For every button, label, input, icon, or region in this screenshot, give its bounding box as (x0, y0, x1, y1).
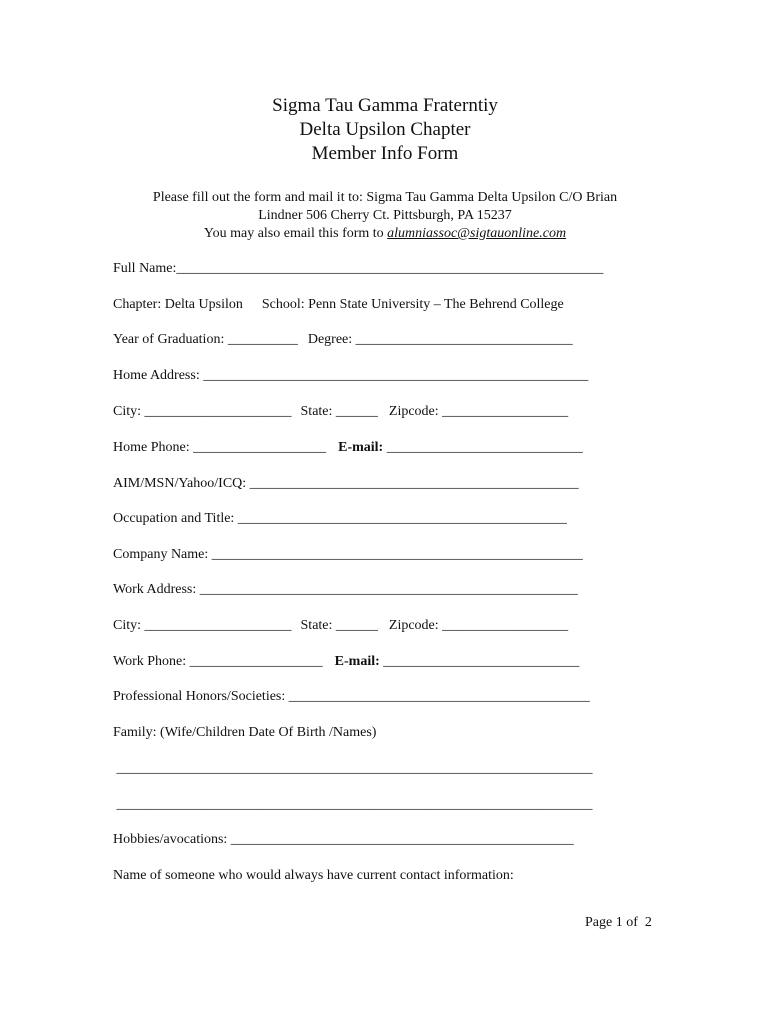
family-line-1[interactable]: ____________________________________________________________________ (113, 761, 593, 776)
professional-honors-field[interactable]: Professional Honors/Societies: ___________________________________________ (113, 689, 590, 704)
home-city-field[interactable]: City: _____________________ (113, 404, 292, 419)
title-fraternity: Sigma Tau Gamma Fraterntiy (272, 95, 498, 116)
graduation-degree-row (113, 331, 573, 349)
work-zipcode-field[interactable]: Zipcode: __________________ (388, 618, 569, 633)
page-number: Page 1 of 2 (585, 915, 652, 930)
occupation-field[interactable]: Occupation and Title: _______________________________________________ (113, 511, 567, 526)
work-state-field[interactable]: State: ______ (300, 618, 378, 633)
home-state-field[interactable]: State: ______ (300, 404, 378, 419)
degree-field[interactable]: Degree: _______________________________ (307, 332, 573, 347)
instructions-line-3 (120, 225, 650, 243)
home-zipcode-field[interactable]: Zipcode: __________________ (388, 404, 569, 419)
instructions-email-prefix: You may also email this form to (203, 226, 388, 241)
work-email-field[interactable]: ____________________________ (379, 654, 580, 669)
work-address-field[interactable]: Work Address: ______________________________________________________ (113, 582, 578, 597)
work-phone-field[interactable]: Work Phone: ___________________ (113, 654, 323, 669)
email-link[interactable]: alumniassoc@sigtauonline.com (387, 226, 567, 241)
instructions-line-1: Please fill out the form and mail it to: Sigma Tau Gamma Delta Upsilon C/O Brian (152, 190, 618, 205)
home-phone-field[interactable]: Home Phone: ___________________ (113, 440, 327, 455)
work-city-field[interactable]: City: _____________________ (113, 618, 292, 633)
home-email-field[interactable]: ____________________________ (383, 440, 583, 455)
contact-person-label: Name of someone who would always have current contact information: (113, 868, 514, 883)
year-of-graduation-field[interactable]: Year of Graduation: __________ (113, 332, 298, 347)
instructions (120, 189, 650, 243)
chapter-school-row (113, 296, 564, 314)
hobbies-field[interactable]: Hobbies/avocations: _________________________________________________ (113, 832, 574, 847)
title-chapter: Delta Upsilon Chapter (299, 119, 471, 140)
chapter-text: Chapter: Delta Upsilon (113, 297, 243, 312)
family-line-2[interactable]: ____________________________________________________________________ (113, 797, 593, 812)
work-email-label: E-mail: (334, 654, 380, 669)
home-email-label: E-mail: (338, 440, 384, 455)
home-phone-email-row (113, 439, 583, 457)
full-name-field[interactable]: Full Name:_____________________________________________________________ (113, 261, 604, 276)
im-handles-field[interactable]: AIM/MSN/Yahoo/ICQ: _______________________________________________ (113, 476, 579, 491)
instructions-line-2: Lindner 506 Cherry Ct. Pittsburgh, PA 15237 (258, 208, 512, 223)
home-address-field[interactable]: Home Address: _______________________________________________________ (113, 368, 589, 383)
work-city-state-zip-row (113, 617, 568, 635)
home-city-state-zip-row (113, 403, 568, 421)
work-phone-email-row (113, 653, 579, 671)
company-name-field[interactable]: Company Name: _____________________________________________________ (113, 547, 583, 562)
family-label: Family: (Wife/Children Date Of Birth /Names) (113, 725, 377, 740)
title-form-name: Member Info Form (311, 143, 459, 164)
form-title (0, 94, 770, 166)
school-text: School: Penn State University – The Behrend College (261, 297, 564, 312)
